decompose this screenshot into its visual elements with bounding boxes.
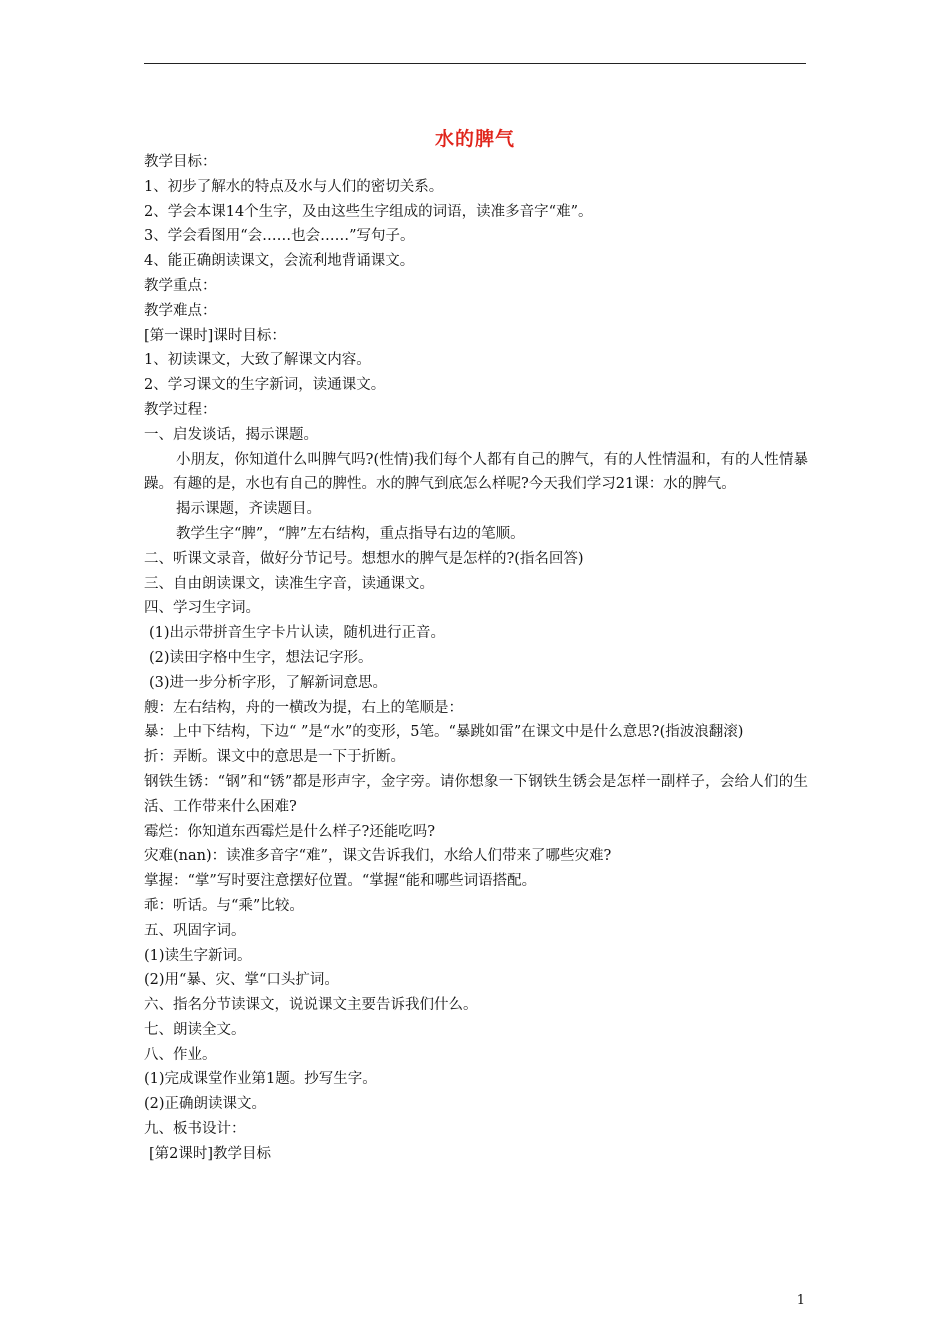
- section-heading-process: 教学过程：: [144, 401, 217, 418]
- sub-item: (1)出示带拼音生字卡片认读，随机进行正音。: [149, 625, 446, 642]
- lesson-objective-item: 1、初读课文，大致了解课文内容。: [144, 352, 371, 369]
- text-line: 揭示课题，齐读题目。: [176, 501, 321, 518]
- page-number: 1: [796, 1293, 805, 1308]
- vocab-entry: 钢铁生锈：“钢”和“锈”都是形声字，金字旁。请你想象一下钢铁生锈会是怎样一副样子，会给人们的生活、工作带来什么困难?: [144, 773, 808, 815]
- step-heading: 二、听课文录音，做好分节记号。想想水的脾气是怎样的?(指名回答): [144, 550, 584, 567]
- objective-item: 3、学会看图用“会……也会……”写句子。: [144, 228, 415, 245]
- lesson-objective-item: 2、学习课文的生字新词，读通课文。: [144, 377, 386, 394]
- step-heading: 七、朗读全文。: [144, 1021, 246, 1038]
- header-rule: [144, 63, 806, 64]
- vocab-entry: 掌握：“掌”写时要注意摆好位置。“掌握“能和哪些词语搭配。: [144, 873, 537, 890]
- step-heading: 九、板书设计：: [144, 1121, 246, 1138]
- vocab-entry: 艘：左右结构，舟的一横改为提，右上的笔顺是：: [144, 699, 463, 716]
- lesson-heading: [第2课时]教学目标: [149, 1145, 272, 1162]
- step-heading: 三、自由朗读课文，读准生字音，读通课文。: [144, 575, 434, 592]
- sub-item: (3)进一步分析字形，了解新词意思。: [149, 674, 388, 691]
- vocab-entry: 折：弄断。课文中的意思是一下于折断。: [144, 749, 405, 766]
- step-heading: 一、启发谈话，揭示课题。: [144, 426, 318, 443]
- vocab-entry: 霉烂：你知道东西霉烂是什么样子?还能吃吗?: [144, 823, 436, 840]
- text-line: 教学生字“脾”，“脾”左右结构，重点指导右边的笔顺。: [176, 525, 525, 542]
- step-heading: 八、作业。: [144, 1046, 217, 1063]
- section-heading-key-points: 教学重点：: [144, 277, 217, 294]
- sub-item: (2)读田字格中生字，想法记字形。: [149, 649, 373, 666]
- section-heading-objectives: 教学目标：: [144, 154, 217, 170]
- vocab-entry: 灾难(nan)：读准多音字“难”，课文告诉我们，水给人们带来了哪些灾难?: [144, 848, 612, 865]
- vocab-entry: 暴：上中下结构，下边“ ”是“水”的变形，5笔。“暴跳如雷”在课文中是什么意思?(指波浪翻滚): [144, 724, 744, 741]
- intro-paragraph: 小朋友，你知道什么叫脾气吗?(性情)我们每个人都有自己的脾气，有的人性情温和，有的人性情暴躁。有趣的是，水也有自己的脾性。水的脾气到底怎么样呢?今天我们学习21课：水的脾气。: [144, 451, 808, 493]
- step-heading: 六、指名分节读课文，说说课文主要告诉我们什么。: [144, 997, 478, 1014]
- lesson-heading: [第一课时]课时目标：: [144, 327, 286, 344]
- vocab-entry: 乖：听话。与“乘”比较。: [144, 897, 304, 914]
- objective-item: 1、初步了解水的特点及水与人们的密切关系。: [144, 178, 444, 195]
- section-heading-difficulties: 教学难点：: [144, 302, 217, 319]
- step-heading: 五、巩固字词。: [144, 922, 246, 939]
- sub-item: (2)用“暴、灾、掌“口头扩词。: [144, 972, 339, 989]
- document-body: [144, 150, 808, 1167]
- step-heading: 四、学习生字词。: [144, 600, 260, 617]
- sub-item: (1)完成课堂作业第1题。抄写生字。: [144, 1071, 377, 1088]
- objective-item: 4、能正确朗读课文，会流利地背诵课文。: [144, 253, 415, 270]
- objective-item: 2、学会本课14个生字，及由这些生字组成的词语，读准多音字“难”。: [144, 203, 593, 220]
- sub-item: (1)读生字新词。: [144, 947, 252, 964]
- sub-item: (2)正确朗读课文。: [144, 1096, 267, 1113]
- document-title: 水的脾气: [434, 128, 515, 150]
